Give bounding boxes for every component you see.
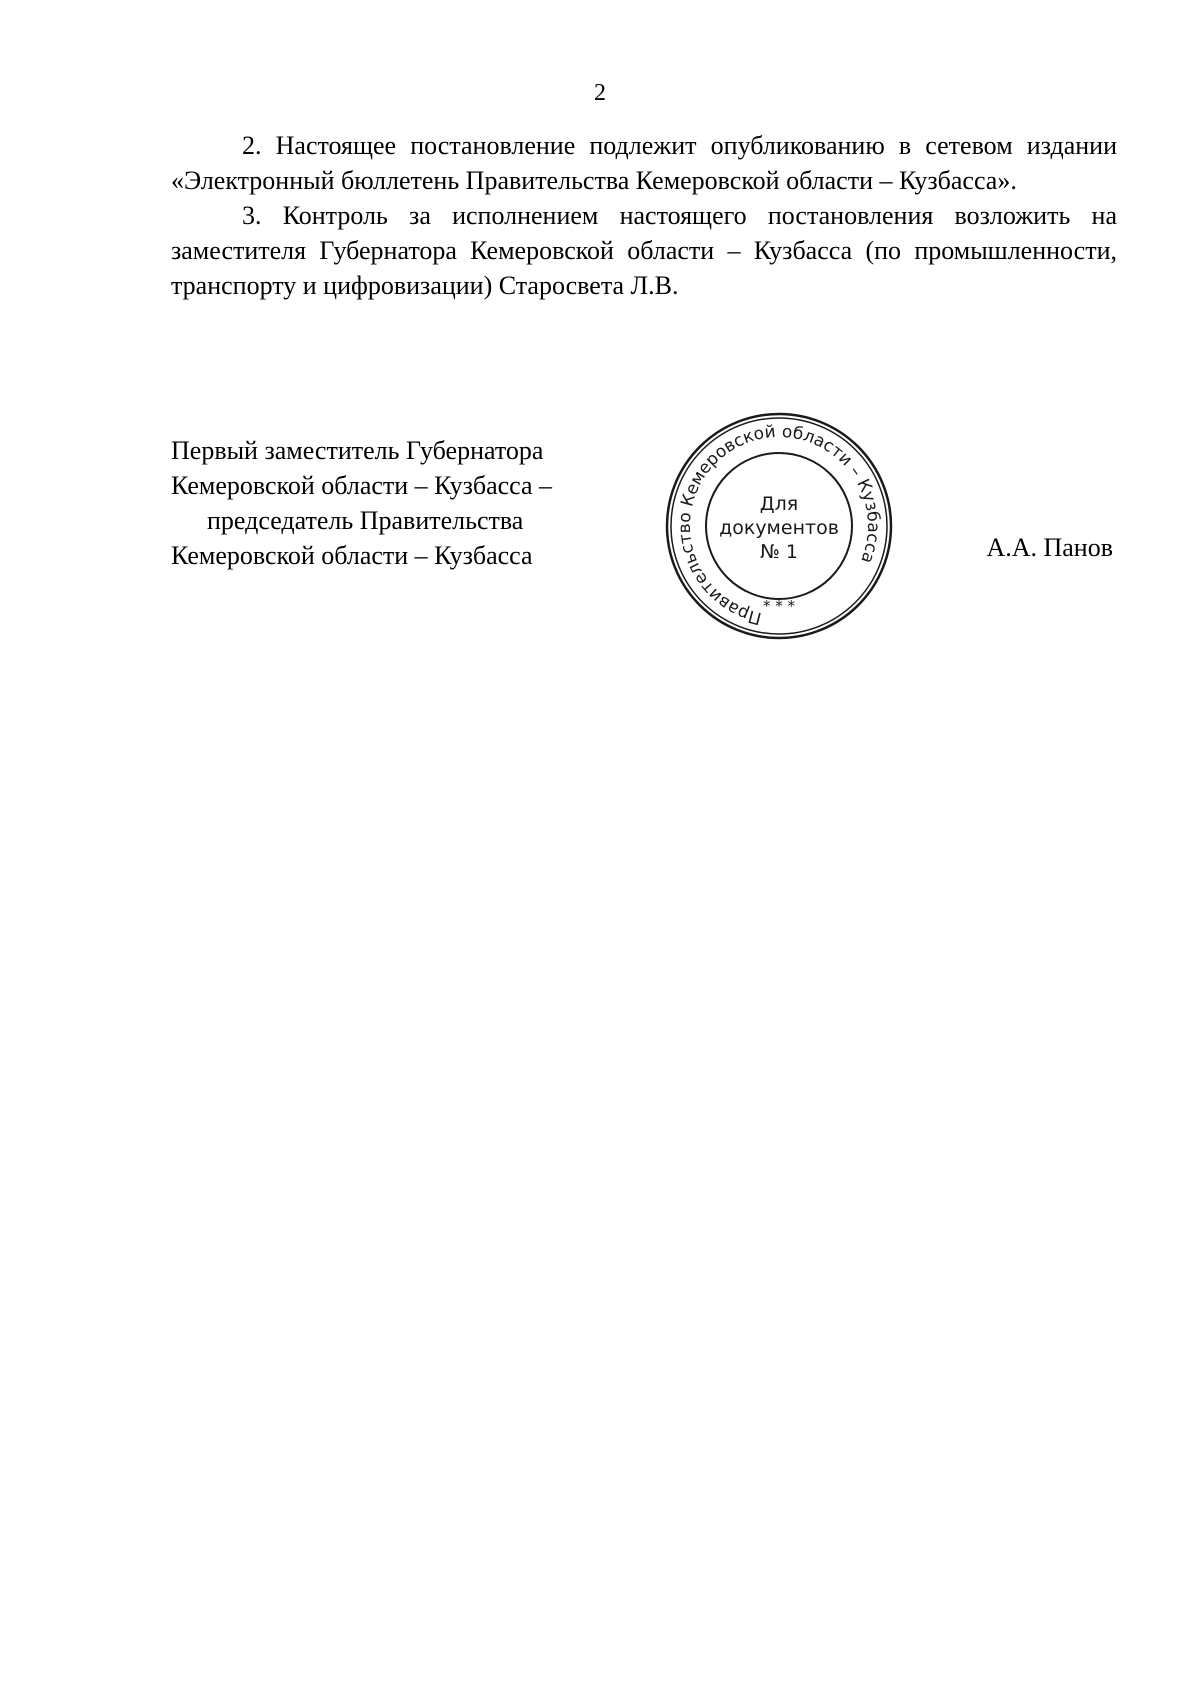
signatory-title-line: Первый заместитель Губернатора	[171, 436, 544, 465]
signatory-title-line: Кемеровской области – Кузбасса	[171, 541, 533, 570]
seal-ring-text: Правительство Кемеровской области – Кузбасса	[674, 421, 884, 629]
seal-center-line: документов	[719, 517, 839, 539]
paragraph-publication: 2. Настоящее постановление подлежит опубликованию в сетевом издании «Электронный бюллетень Правительства Кемеровской области – Кузбасса».	[171, 131, 1117, 195]
signatory-title-line: Кемеровской области – Кузбасса –	[171, 471, 553, 500]
official-seal	[663, 410, 895, 642]
seal-center-line: № 1	[760, 541, 798, 563]
document-body	[171, 128, 1117, 303]
seal-graphic	[663, 410, 895, 642]
seal-stars: * * *	[762, 597, 796, 615]
paragraph-control: 3. Контроль за исполнением настоящего постановления возложить на заместителя Губернатора Кемеровской области – Кузбасса (по промышленности, транспорту и цифровизации) Старосвета Л.В.	[171, 201, 1117, 300]
signatory-title	[171, 433, 611, 573]
signatory-title-line: председатель Правительства	[207, 506, 524, 535]
signer-name: А.А. Панов	[986, 533, 1113, 562]
page-number: 2	[594, 80, 606, 106]
seal-center-line: Для	[759, 493, 799, 515]
